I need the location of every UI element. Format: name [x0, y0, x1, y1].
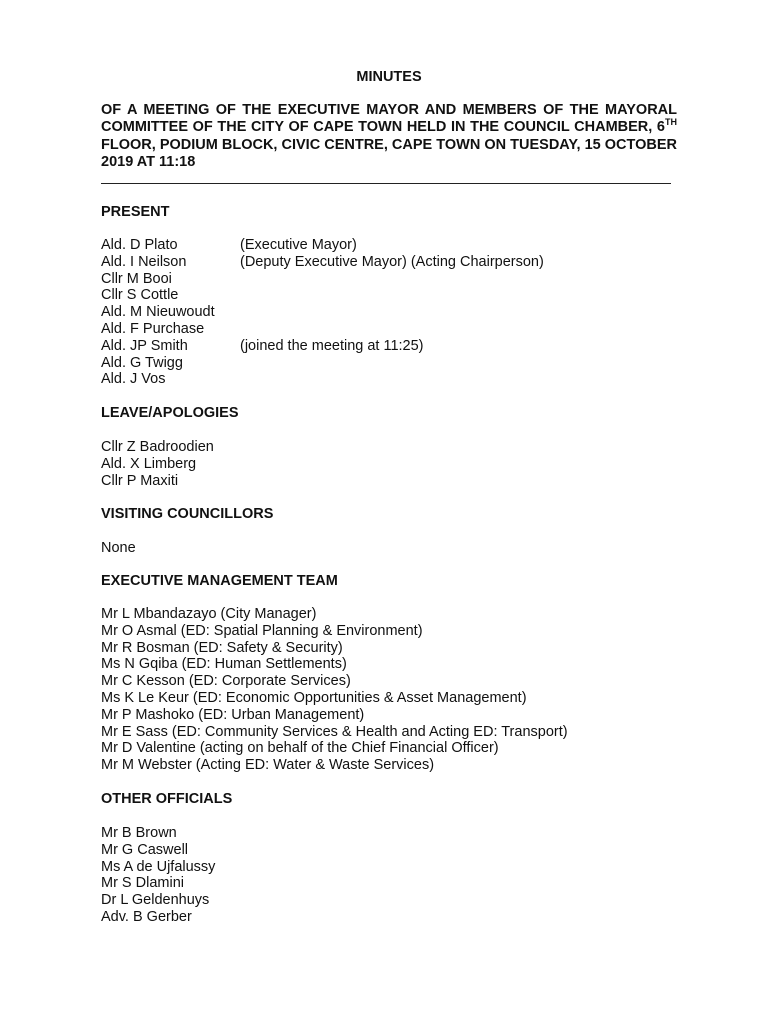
present-member [101, 253, 544, 271]
visiting-member: None [101, 540, 136, 556]
present-member [101, 304, 215, 321]
present-member [101, 321, 215, 338]
present-member [101, 371, 215, 388]
section-title-officials: OTHER OFFICIALS [101, 791, 233, 807]
official-member: Dr L Geldenhuys [101, 892, 210, 909]
official-member: Adv. B Gerber [101, 908, 192, 925]
executive-member: Mr C Kesson (ED: Corporate Services) [101, 673, 351, 690]
member-name: Ald. J Vos [101, 371, 166, 388]
executive-member: Mr P Mashoko (ED: Urban Management) [101, 706, 365, 723]
executive-member: Mr E Sass (ED: Community Services & Health and Acting ED: Transport) [101, 723, 568, 740]
member-name: Ald. I Neilson [101, 253, 187, 270]
official-member: Ms A de Ujfalussy [101, 858, 216, 875]
official-member: Mr B Brown [101, 825, 177, 841]
executive-list [101, 606, 568, 774]
executive-member: Ms N Gqiba (ED: Human Settlements) [101, 656, 347, 673]
heading-superscript: TH [665, 117, 677, 128]
member-name: Ald. D Plato [101, 237, 178, 253]
member-role: (joined the meeting at 11:25) [240, 337, 424, 354]
member-role: (Deputy Executive Mayor) (Acting Chairperson) [240, 253, 544, 270]
member-name: Ald. G Twigg [101, 354, 183, 371]
leave-member: Cllr P Maxiti [101, 472, 179, 489]
section-title-leave: LEAVE/APOLOGIES [101, 405, 239, 421]
member-name: Cllr M Booi [101, 270, 172, 287]
heading-text-part1: OF A MEETING OF THE EXECUTIVE MAYOR AND MEMBERS OF THE MAYORAL COMMITTEE OF THE CITY OF CAPE TOWN HELD IN THE COUNCIL CHAMBER, 6 [101, 102, 677, 136]
present-list [101, 237, 544, 388]
member-name: Ald. JP Smith [101, 337, 188, 354]
present-member [101, 271, 215, 288]
leave-list [101, 439, 214, 489]
present-member [101, 337, 424, 355]
executive-member: Mr D Valentine (acting on behalf of the Chief Financial Officer) [101, 740, 499, 757]
member-name: Ald. M Nieuwoudt [101, 304, 215, 321]
executive-member: Mr L Mbandazayo (City Manager) [101, 606, 317, 622]
official-member: Mr S Dlamini [101, 875, 184, 892]
present-member [101, 237, 357, 254]
executive-member: Mr O Asmal (ED: Spatial Planning & Environment) [101, 622, 423, 639]
visiting-list [101, 540, 136, 557]
executive-member: Mr R Bosman (ED: Safety & Security) [101, 639, 343, 656]
official-member: Mr G Caswell [101, 841, 189, 858]
member-name: Ald. F Purchase [101, 320, 205, 337]
heading-divider [101, 183, 671, 184]
meeting-heading [101, 102, 677, 171]
leave-member: Ald. X Limberg [101, 455, 197, 472]
officials-list [101, 825, 215, 926]
document-title: MINUTES [356, 69, 422, 85]
member-name: Cllr S Cottle [101, 287, 179, 304]
present-member [101, 355, 215, 372]
heading-text-part2: FLOOR, PODIUM BLOCK, CIVIC CENTRE, CAPE TOWN ON TUESDAY, 15 OCTOBER 2019 AT 11:18 [101, 136, 677, 170]
section-title-visiting: VISITING COUNCILLORS [101, 506, 274, 522]
section-title-executive: EXECUTIVE MANAGEMENT TEAM [101, 573, 338, 589]
leave-member: Cllr Z Badroodien [101, 439, 214, 455]
executive-member: Ms K Le Keur (ED: Economic Opportunities & Asset Management) [101, 689, 527, 706]
member-role: (Executive Mayor) [240, 237, 357, 253]
section-title-present: PRESENT [101, 204, 170, 220]
executive-member: Mr M Webster (Acting ED: Water & Waste Services) [101, 757, 435, 774]
present-member [101, 287, 215, 304]
